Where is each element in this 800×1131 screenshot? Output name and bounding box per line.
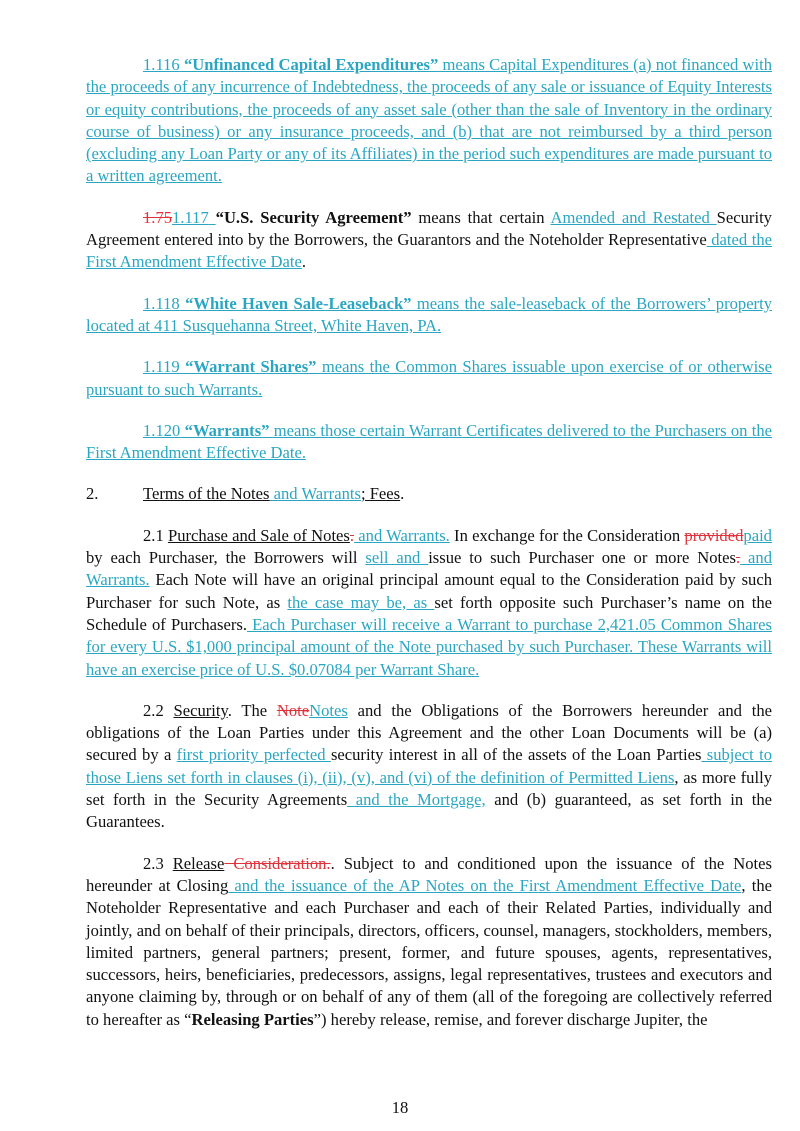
section-number: 2. [86,484,99,504]
insertion: and Warrants [269,484,361,504]
definition-text: means the Common Shares issuable upon exercise of or otherwise pursuant to such Warrants. [86,357,773,399]
section-title: Terms of the Notes [143,484,270,504]
insertion: sell and [365,548,429,568]
definition-text: means those certain Warrant Certificates delivered to the Purchasers on the First Amendment Effective Date. [86,420,772,463]
body-text: , the Noteholder Representative and each Purchaser and each of their Related Parties, individually and jointly, and on behalf of their principals, directors, officers, counsel, managers, stockholders, members, limited partners, general partners; present, former, and future spouses, agents, representatives, successors, heirs, beneficiaries, predecessors, assigns, legal representatives, trustees and executors and anyone claiming by, through or on behalf of any of them (all of the foregoing are collectively referred to hereafter as “ [86,875,772,1029]
insertion: Each Purchaser will receive a Warrant to purchase 2,421.05 Common Shares for every U.S. $1,000 principal amount of the Note purchased by such Purchaser. These Warrants will have an exercise price of U.S. $0.07084 per Warrant Share. [86,614,772,679]
body-text: In exchange for the Consideration [449,525,685,545]
inserted-section-number [172,208,216,227]
defined-term: “U.S. Security Agreement” [215,207,412,227]
body-text: . The [227,700,277,720]
insertion: and the issuance of the AP Notes on the First Amendment Effective Date [228,875,742,895]
section-1-119 [86,356,772,401]
body-text: and the Obligations of the Borrowers hereunder and the obligations of the Loan Parties under this Agreement and the other Loan Documents will be (a) secured by a [86,700,772,765]
defined-term: “Warrants” [184,420,270,440]
document-page [86,54,772,1050]
body-text: set forth opposite such Purchaser’s name on the Schedule of Purchasers. [86,592,772,634]
section-number: 2.3 [143,853,164,873]
body-text: Each Note will have an original principal amount equal to the Consideration paid by such Purchaser for such Note, as [86,570,772,612]
body-text: issue to such Purchaser one or more Notes [428,548,736,568]
insertion [86,421,772,462]
section-heading: Security [173,700,228,720]
definition-text: . [301,252,306,272]
section-1-116 [86,54,772,188]
insertion [86,357,772,398]
insertion: paid [743,525,772,545]
section-2-1 [86,525,772,681]
section-heading: Release [172,853,225,873]
section-2-3 [86,853,772,1031]
deletion: . [735,548,741,568]
deletion: provided [684,525,744,545]
section-1-120 [86,420,772,465]
section-number: 1.120 [143,420,181,440]
section-title: ; Fees [360,484,401,504]
insertion: and the Mortgage, [347,790,486,810]
section-1-118 [86,293,772,338]
insertion: dated the First Amendment Effective Date [86,230,772,272]
definition-text: Security Agreement entered into by the Borrowers, the Guarantors and the Noteholder Representative [86,207,772,250]
body-text: , as more fully set forth in the Security Agreements [86,767,772,810]
section-number: 2.1 [143,525,164,545]
insertion [86,294,772,335]
insertion: subject to those Liens set forth in clauses (i), (ii), (v), and (vi) of the definition of Permitted Liens [86,745,773,787]
deletion: Consideration. [224,853,331,873]
body-text: and (b) guaranteed, as set forth in the Guarantees. [86,790,772,832]
section-number: 1.116 [143,55,180,74]
section-number: 1.117 [172,207,209,227]
deletion: Note [276,700,310,720]
insertion: Amended and Restated [550,207,717,227]
insertion: Notes [309,700,348,720]
deletion: . [349,525,355,545]
insertion: first priority perfected [176,745,331,765]
body-text: security interest in all of the assets of the Loan Parties [330,745,702,765]
body-text: ”) hereby release, remise, and forever discharge Jupiter, the [313,1009,708,1029]
defined-term: “White Haven Sale-Leaseback” [185,293,412,313]
section-1-117 [86,207,772,274]
defined-term: “Unfinanced Capital Expenditures” [183,55,439,74]
section-number: 1.119 [143,357,180,377]
section-2-2 [86,700,772,834]
section-number: 1.118 [143,293,180,313]
deleted-section-number: 1.75 [143,207,173,227]
insertion: and Warrants. [86,548,772,590]
definition-text: means the sale-leaseback of the Borrowers’ property located at 411 Susquehanna Street, White Haven, PA. [86,293,772,335]
section-heading: Purchase and Sale of Notes [167,525,350,545]
insertion: and Warrants. [354,525,450,545]
page-number: 18 [391,1098,409,1117]
defined-term: “Warrant Shares” [185,357,317,377]
section-title-end: . [400,484,405,504]
body-text: by each Purchaser, the Borrowers will [86,548,366,568]
body-text: . Subject to and conditioned upon the issuance of the Notes hereunder at Closing [86,853,772,895]
section-2-heading [86,483,772,505]
insertion [86,55,772,185]
definition-text: means Capital Expenditures (a) not financed with the proceeds of any incurrence of Indebtedness, the proceeds of any sale or issuance of Equity Interests or equity contributions, the proceeds of any asset sale (other than the sale of Inventory in the ordinary course of business) or any insurance proceeds, and (b) that are not reimbursed by a third person (excluding any Loan Party or any of its Affiliates) in the period such expenditures are made pursuant to a written agreement. [86,55,772,186]
defined-term: Releasing Parties [191,1009,314,1029]
section-number: 2.2 [143,700,164,720]
insertion: the case may be, as [287,592,435,612]
definition-text: means that certain [411,207,551,227]
